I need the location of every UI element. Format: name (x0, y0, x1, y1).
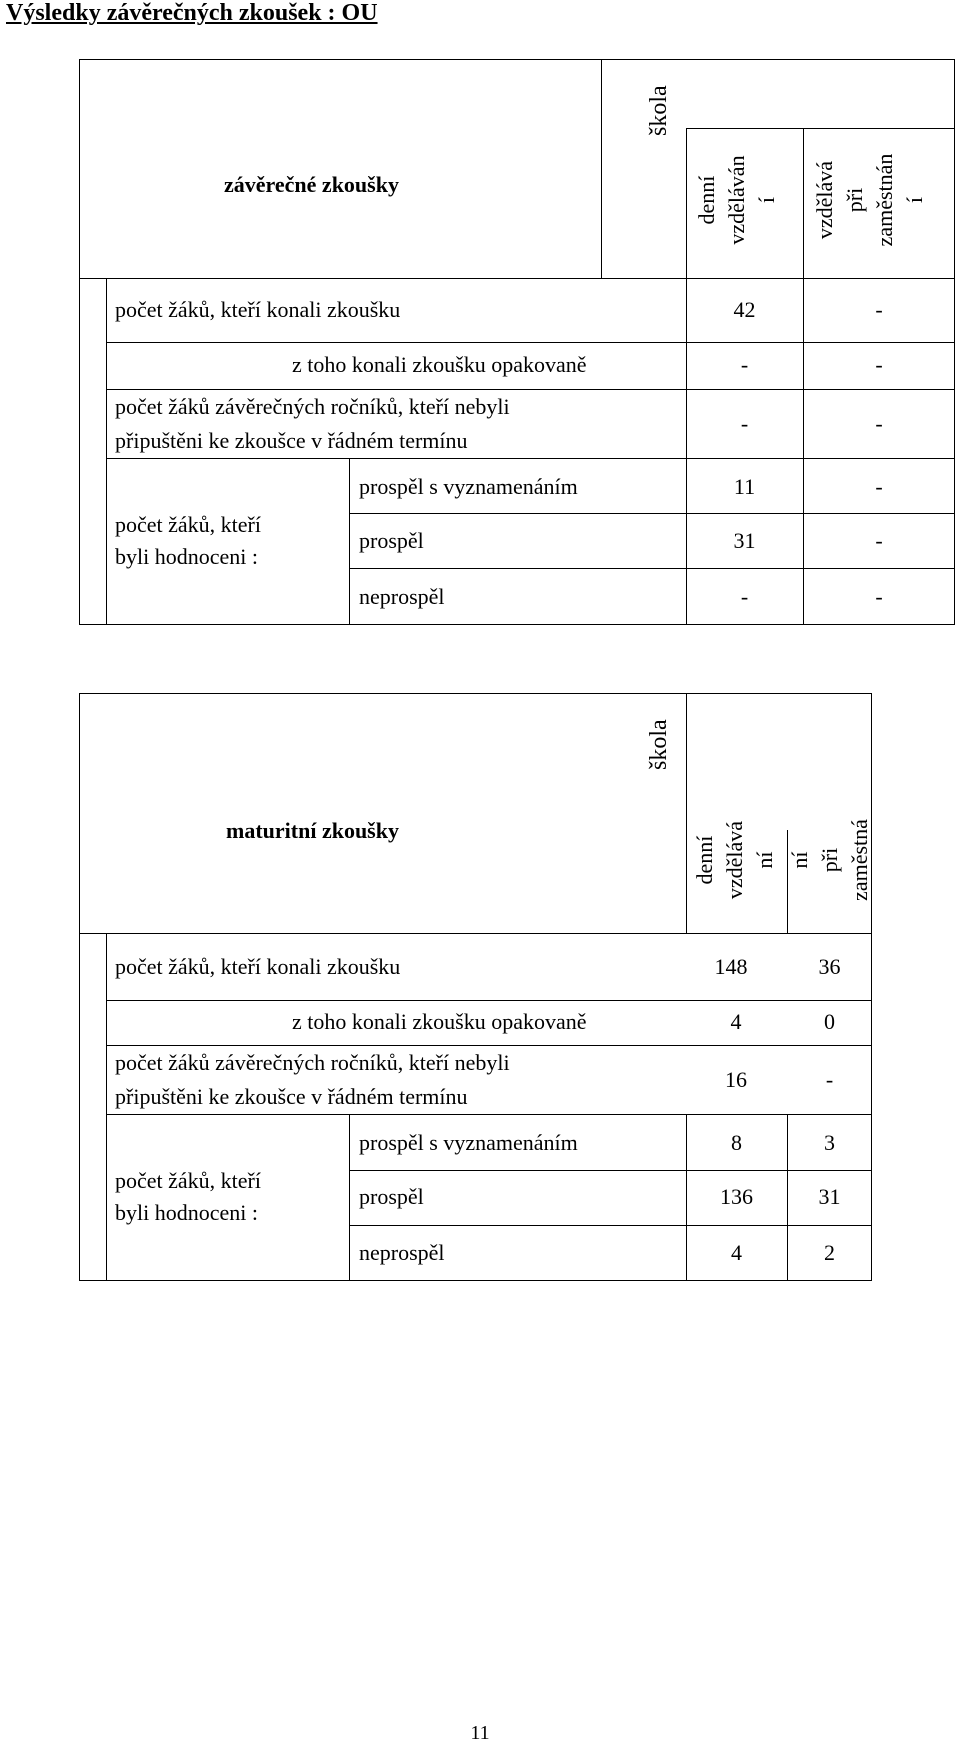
row-label-failed: neprospěl (359, 1240, 445, 1265)
cell-value: - (875, 474, 883, 499)
cell-value: 31 (733, 528, 756, 553)
school-header: škola (646, 85, 672, 136)
row-label-repeated: z toho konali zkoušku opakovaně (292, 1009, 587, 1034)
row-label-not-admitted: počet žáků závěrečných ročníků, kteří nebyli (115, 394, 510, 419)
row-label-passed: prospěl (359, 528, 424, 553)
cell-value: - (875, 352, 883, 377)
cell-value: 8 (731, 1130, 742, 1155)
cell-value: 4 (731, 1240, 742, 1265)
row-label-honors: prospěl s vyznamenáním (359, 474, 578, 499)
cell-value: 3 (824, 1130, 835, 1155)
table-title: maturitní zkoušky (226, 818, 399, 843)
cell-value: 148 (714, 954, 748, 979)
cell-value: - (740, 352, 749, 377)
row-label-took-exam: počet žáků, kteří konali zkoušku (115, 297, 401, 322)
cell-value: 2 (824, 1240, 835, 1265)
cell-value: - (875, 411, 883, 436)
row-label-evaluated-line2: byli hodnoceni : (115, 1200, 258, 1225)
row-label-passed: prospěl (359, 1184, 424, 1209)
row-label-failed: neprospěl (359, 584, 445, 609)
page-heading: Výsledky závěrečných zkoušek : OU (6, 0, 378, 26)
cell-value: - (825, 1067, 834, 1092)
row-label-not-admitted-line2: připuštěni ke zkoušce v řádném termínu (115, 428, 468, 453)
column-header-employed: vzdělává při zaměstnán í (812, 153, 927, 247)
row-label-not-admitted: počet žáků závěrečných ročníků, kteří nebyli (115, 1050, 510, 1075)
row-label-took-exam: počet žáků, kteří konali zkoušku (115, 954, 401, 979)
cell-value: - (740, 411, 749, 436)
column-header-employed: ní při zaměstná (787, 819, 872, 901)
row-label-evaluated: počet žáků, kteří (115, 1168, 261, 1193)
cell-value: 11 (733, 474, 756, 499)
cell-value: - (875, 584, 883, 609)
cell-value: 42 (733, 297, 756, 322)
row-label-honors: prospěl s vyznamenáním (359, 1130, 578, 1155)
row-label-evaluated: počet žáků, kteří (115, 512, 261, 537)
row-label-not-admitted-line2: připuštěni ke zkoušce v řádném termínu (115, 1084, 468, 1109)
column-header-daily: denní vzděláván í (694, 155, 779, 245)
page-number: 11 (470, 1722, 490, 1744)
cell-value: 31 (818, 1184, 841, 1209)
cell-value: - (875, 528, 883, 553)
cell-value: - (740, 584, 749, 609)
cell-value: 36 (818, 954, 841, 979)
school-header: škola (646, 719, 672, 770)
cell-value: 136 (720, 1184, 753, 1209)
column-header-daily: denní vzdělává ní (692, 820, 777, 900)
cell-value: - (875, 297, 883, 322)
cell-value: 0 (824, 1009, 835, 1034)
cell-value: 4 (730, 1009, 742, 1034)
table-title: závěrečné zkoušky (224, 172, 399, 197)
row-label-repeated: z toho konali zkoušku opakovaně (292, 352, 587, 377)
cell-value: 16 (725, 1067, 747, 1092)
row-label-evaluated-line2: byli hodnoceni : (115, 544, 258, 569)
